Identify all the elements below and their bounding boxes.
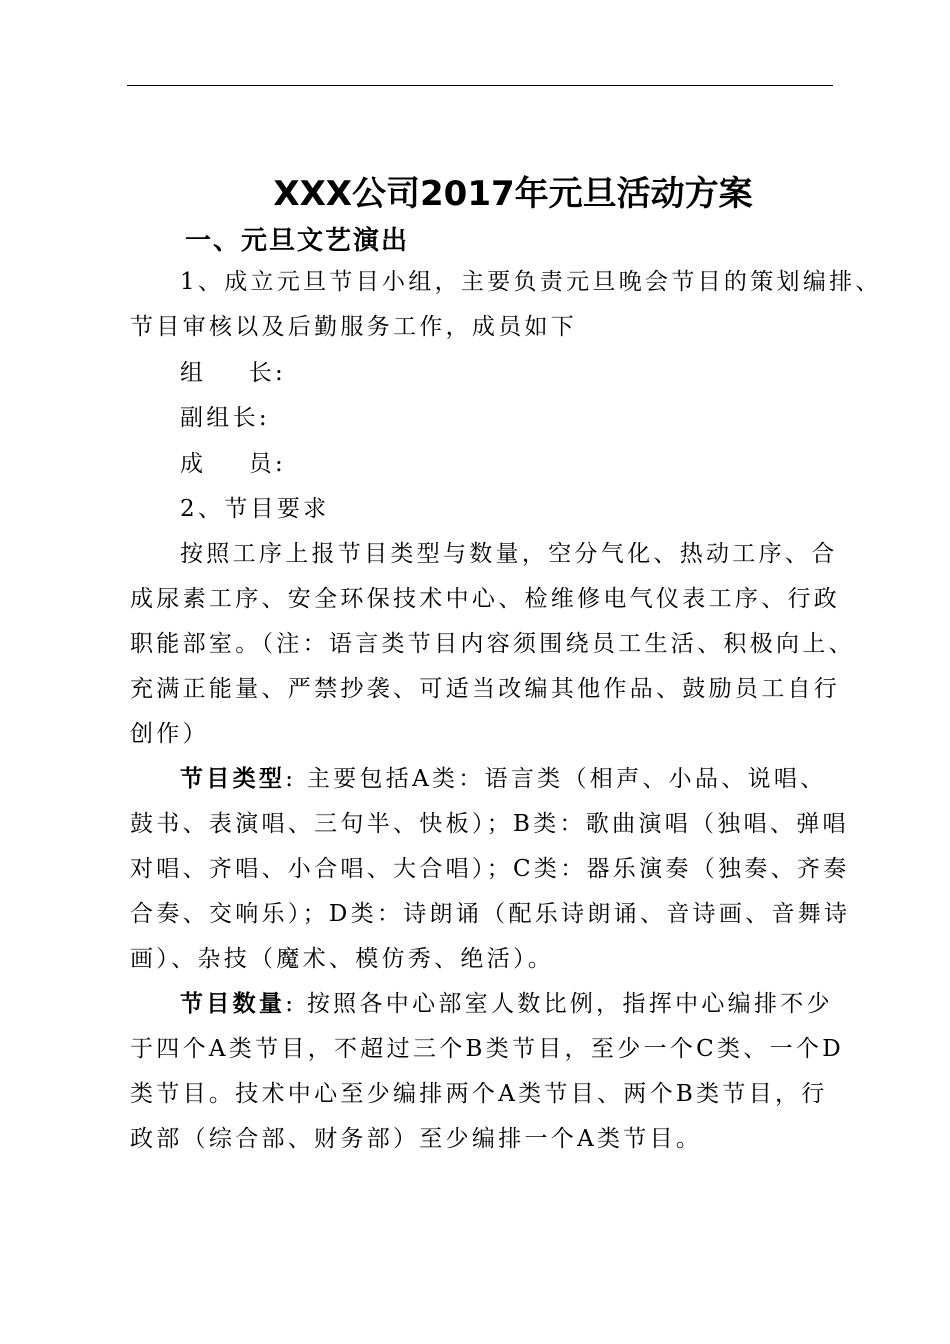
types-line-4: 合奏、交响乐）；D类：诗朗诵（配乐诗朗诵、音诗画、音舞诗 [130,901,851,927]
quantity-label: 节目数量 [180,991,286,1017]
item-1-line-1: 1、成立元旦节目小组，主要负责元旦晚会节目的策划编排、 [180,269,882,295]
quantity-line-1 [180,989,833,1019]
item-2-heading: 2、节目要求 [180,496,330,522]
section-heading-1: 一、元旦文艺演出 [185,226,410,256]
types-line-1-text: : 主要包括A类：语言类（相声、小品、说唱、 [285,766,827,792]
quantity-line-2: 于四个A类节目，不超过三个B类节目，至少一个C类、一个D [130,1036,844,1062]
types-line-3: 对唱、齐唱、小合唱、大合唱）；C类：器乐演奏（独奏、齐奏 [130,856,850,882]
requirements-line-3: 职能部室。（注：语言类节目内容须围绕员工生活、积极向上、 [130,631,855,657]
requirements-line-1: 按照工序上报节目类型与数量，空分气化、热动工序、合 [180,541,838,567]
requirements-line-4: 充满正能量、严禁抄袭、可适当改编其他作品、鼓励员工自行 [130,676,841,702]
types-line-2: 鼓书、表演唱、三句半、快板）；B类：歌曲演唱（独唱、弹唱 [130,811,849,837]
requirements-line-5: 创作） [130,721,209,747]
quantity-line-1-text: : 按照各中心部室人数比例，指挥中心编排不少 [285,991,833,1017]
member-deputy-leader: 副组长: [180,405,270,431]
member-members: 成 员: [180,451,287,477]
item-1-line-2: 节目审核以及后勤服务工作，成员如下 [130,314,578,340]
requirements-line-2: 成尿素工序、安全环保技术中心、检维修电气仪表工序、行政 [130,586,841,612]
member-leader: 组 长: [180,360,287,386]
types-line-1 [180,764,826,794]
types-line-5: 画）、杂技（魔术、模仿秀、绝活）。 [130,946,555,972]
types-label: 节目类型 [180,766,286,792]
quantity-line-4: 政部（综合部、财务部）至少编排一个A类节目。 [130,1126,703,1152]
header-rule [127,85,833,86]
quantity-line-3: 类节目。技术中心至少编排两个A类节目、两个B类节目，行 [130,1081,828,1107]
document-title: XXX公司2017年元旦活动方案 [273,174,753,214]
